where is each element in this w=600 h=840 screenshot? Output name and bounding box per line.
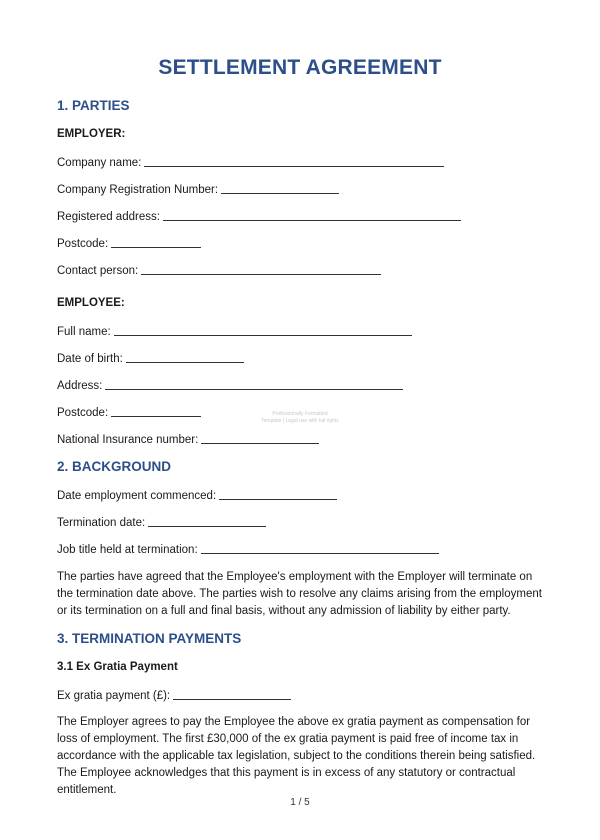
address-field[interactable] [57,378,403,392]
employer-heading: EMPLOYER: [57,128,126,140]
address-blank[interactable] [105,378,403,390]
registered-address-label: Registered address: [57,211,160,223]
section-heading-parties: 1. PARTIES [57,98,130,113]
date-of-birth-blank[interactable] [126,351,244,363]
document-title: SETTLEMENT AGREEMENT [158,56,442,79]
company-name-field[interactable] [57,155,444,169]
background-paragraph: The parties have agreed that the Employee's employment with the Employer will terminate on the termination date above. The parties wish to resolve any claims arising from the employment or its termination on a full and final basis, without any admission of liability by either party. [57,571,542,617]
employee-postcode-label: Postcode: [57,407,109,419]
ex-gratia-blank[interactable] [173,688,291,700]
job-title-blank[interactable] [201,542,439,554]
employee-heading: EMPLOYEE: [57,297,125,309]
date-of-birth-field[interactable] [57,351,244,365]
company-name-label: Company name: [57,157,142,169]
ni-number-label: National Insurance number: [57,434,199,446]
address-label: Address: [57,380,103,392]
ni-number-field[interactable] [57,432,319,446]
termination-date-blank[interactable] [148,515,266,527]
registration-number-label: Company Registration Number: [57,184,219,196]
watermark [230,411,370,425]
date-commenced-blank[interactable] [219,488,337,500]
ni-number-blank[interactable] [201,432,319,444]
employee-postcode-field[interactable] [57,405,201,419]
date-of-birth-label: Date of birth: [57,353,123,365]
ex-gratia-subheading: 3.1 Ex Gratia Payment [57,661,178,673]
registration-number-blank[interactable] [221,182,339,194]
section-heading-payments: 3. TERMINATION PAYMENTS [57,631,242,646]
ex-gratia-field[interactable] [57,688,291,702]
date-commenced-field[interactable] [57,488,337,502]
registered-address-blank[interactable] [163,209,461,221]
section-heading-background: 2. BACKGROUND [57,459,172,474]
watermark-line-1: Professionally Formatted [272,411,328,417]
employer-postcode-field[interactable] [57,236,201,250]
full-name-field[interactable] [57,324,412,338]
registration-number-field[interactable] [57,182,339,196]
registered-address-field[interactable] [57,209,461,223]
termination-date-label: Termination date: [57,517,146,529]
date-commenced-label: Date employment commenced: [57,490,217,502]
full-name-blank[interactable] [114,324,412,336]
watermark-line-2: Template | Legal use with full rights [261,418,339,424]
ex-gratia-label: Ex gratia payment (£): [57,690,171,702]
full-name-label: Full name: [57,326,111,338]
page-number: 1 / 5 [290,797,310,808]
job-title-label: Job title held at termination: [57,544,198,556]
employer-postcode-label: Postcode: [57,238,109,250]
employer-postcode-blank[interactable] [111,236,201,248]
job-title-field[interactable] [57,542,439,556]
termination-date-field[interactable] [57,515,266,529]
contact-person-label: Contact person: [57,265,139,277]
company-name-blank[interactable] [144,155,444,167]
employee-postcode-blank[interactable] [111,405,201,417]
contact-person-blank[interactable] [141,263,381,275]
payments-paragraph: The Employer agrees to pay the Employee the above ex gratia payment as compensation for loss of employment. The first £30,000 of the ex gratia payment is paid free of income tax in accordance with the applicable tax legislation, subject to the conditions therein being satisfied. The Employee acknowledges that this payment is in excess of any statutory or contractual entitlement. [57,716,536,796]
contact-person-field[interactable] [57,263,381,277]
